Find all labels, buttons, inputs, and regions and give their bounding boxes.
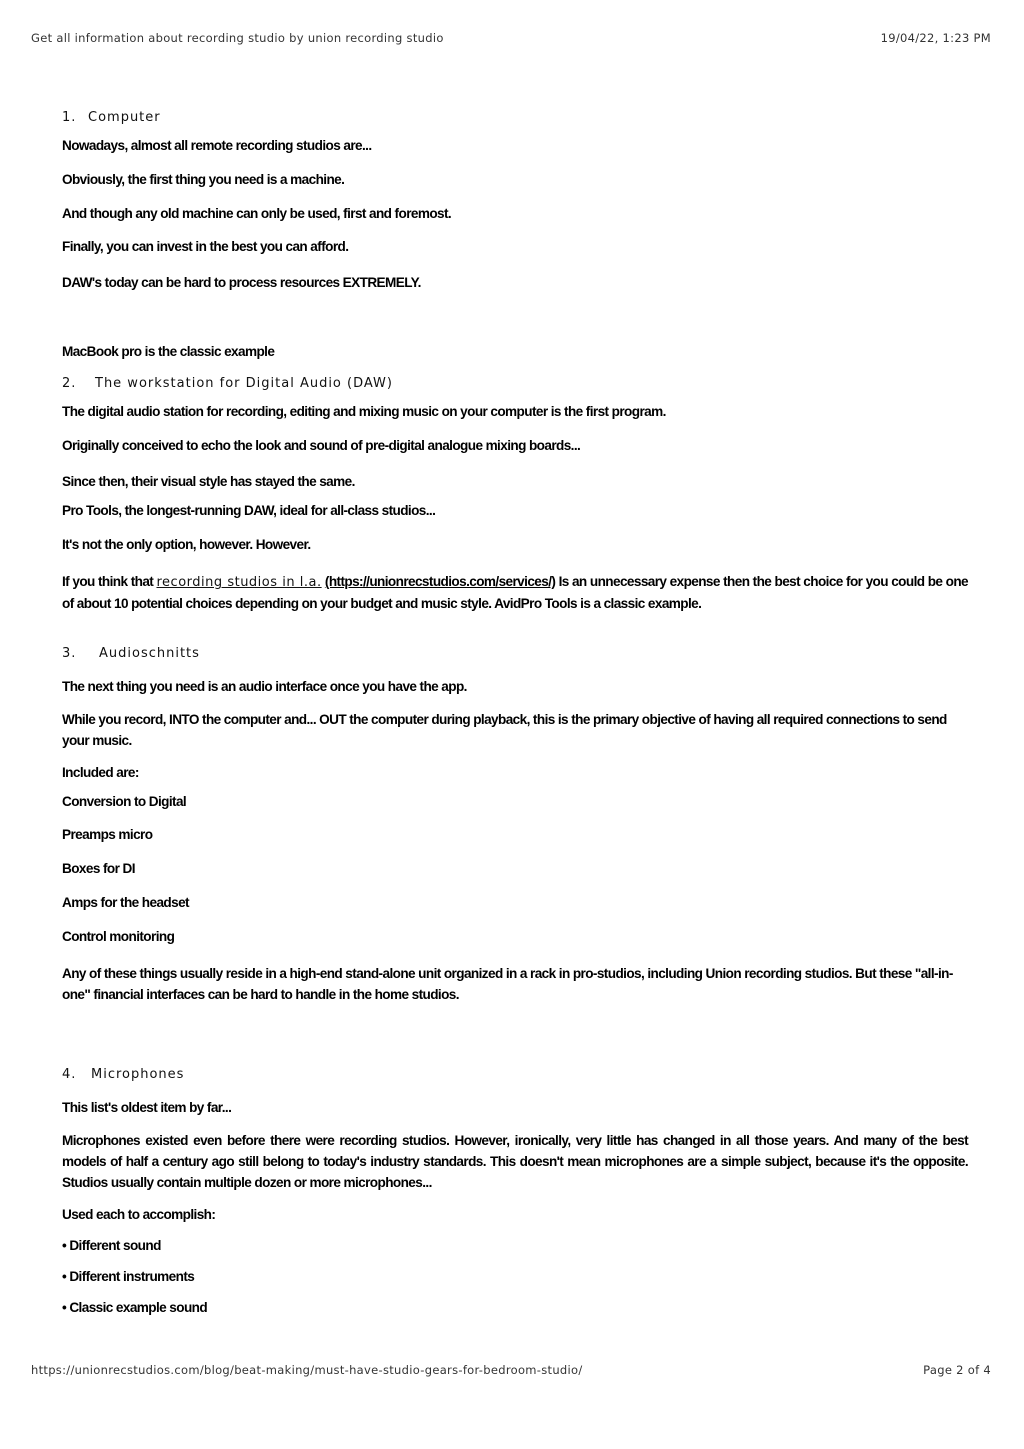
- paragraph-text: If you think that: [62, 574, 157, 589]
- text-line: Pro Tools, the longest-running DAW, ideal for all-class studios...: [62, 503, 436, 518]
- paragraph: While you record, INTO the computer and... OUT the computer during playback, this is the primary objective of having all required connections to send your music.: [62, 712, 947, 748]
- section-number: 3.: [62, 646, 77, 661]
- page-header-datetime: 19/04/22, 1:23 PM: [880, 31, 991, 45]
- section-number: 1.: [62, 110, 77, 125]
- text-line: It's not the only option, however. However.: [62, 537, 311, 552]
- services-url-link[interactable]: (https://unionrecstudios.com/services/): [324, 574, 556, 589]
- text-line: Originally conceived to echo the look and sound of pre-digital analogue mixing boards...: [62, 438, 581, 453]
- bullet-item: • Different instruments: [62, 1269, 195, 1284]
- list-item: Boxes for DI: [62, 861, 135, 876]
- page-footer-url: https://unionrecstudios.com/blog/beat-making/must-have-studio-gears-for-bedroom-studio/: [31, 1363, 583, 1377]
- paragraph: Microphones existed even before there were recording studios. However, ironically, very little has changed in all those years. And many of the best models of half a century ago still belong to today's industry standards. This doesn't mean microphones are a simple subject, because it's the opposite. Studios usually contain multiple dozen or more microphones...: [62, 1133, 968, 1190]
- list-item: Control monitoring: [62, 929, 175, 944]
- text-line: Nowadays, almost all remote recording studios are...: [62, 138, 372, 153]
- section-title: Microphones: [91, 1067, 185, 1082]
- recording-studios-link[interactable]: recording studios in l.a.: [156, 575, 322, 590]
- bullet-item: • Different sound: [62, 1238, 161, 1253]
- list-item: Preamps micro: [62, 827, 153, 842]
- text-line: The digital audio station for recording, editing and mixing music on your computer is the first program.: [62, 404, 666, 419]
- section-heading-audioschnitts: [62, 646, 200, 661]
- bullet-item: • Classic example sound: [62, 1300, 208, 1315]
- section-heading-microphones: [62, 1067, 184, 1082]
- paragraph: Any of these things usually reside in a high-end stand-alone unit organized in a rack in pro-studios, including Union recording studios. But these "all-in-one" financial interfaces can be hard to handle in the home studios.: [62, 966, 953, 1002]
- text-line: Included are:: [62, 765, 139, 780]
- section-number: 4.: [62, 1067, 77, 1082]
- text-line: The next thing you need is an audio interface once you have the app.: [62, 679, 467, 694]
- text-line: Used each to accomplish:: [62, 1207, 216, 1222]
- text-line: DAW's today can be hard to process resources EXTREMELY.: [62, 275, 421, 290]
- section-title: Computer: [88, 110, 161, 125]
- text-line: Since then, their visual style has stayed the same.: [62, 474, 355, 489]
- text-line: Finally, you can invest in the best you can afford.: [62, 239, 349, 254]
- list-item: Conversion to Digital: [62, 794, 187, 809]
- text-line: And though any old machine can only be used, first and foremost.: [62, 206, 452, 221]
- section-heading-computer: [62, 110, 161, 125]
- section-number: 2.: [62, 376, 77, 391]
- page-footer-page-number: Page 2 of 4: [923, 1363, 991, 1377]
- section-title: Audioschnitts: [99, 646, 200, 661]
- list-item: Amps for the headset: [62, 895, 189, 910]
- page-header-title: Get all information about recording studio by union recording studio: [31, 31, 444, 45]
- text-line: This list's oldest item by far...: [62, 1100, 232, 1115]
- paragraph-with-link: [62, 571, 968, 614]
- section-title: The workstation for Digital Audio (DAW): [95, 376, 393, 391]
- paragraph-text: Is an unnecessary expense then the best choice for you could be one of about 10 potential choices depending on your budget and music style. AvidPro Tools is a classic example.: [62, 574, 969, 611]
- text-line: MacBook pro is the classic example: [62, 344, 275, 359]
- text-line: Obviously, the first thing you need is a machine.: [62, 172, 345, 187]
- section-heading-daw: [62, 376, 393, 391]
